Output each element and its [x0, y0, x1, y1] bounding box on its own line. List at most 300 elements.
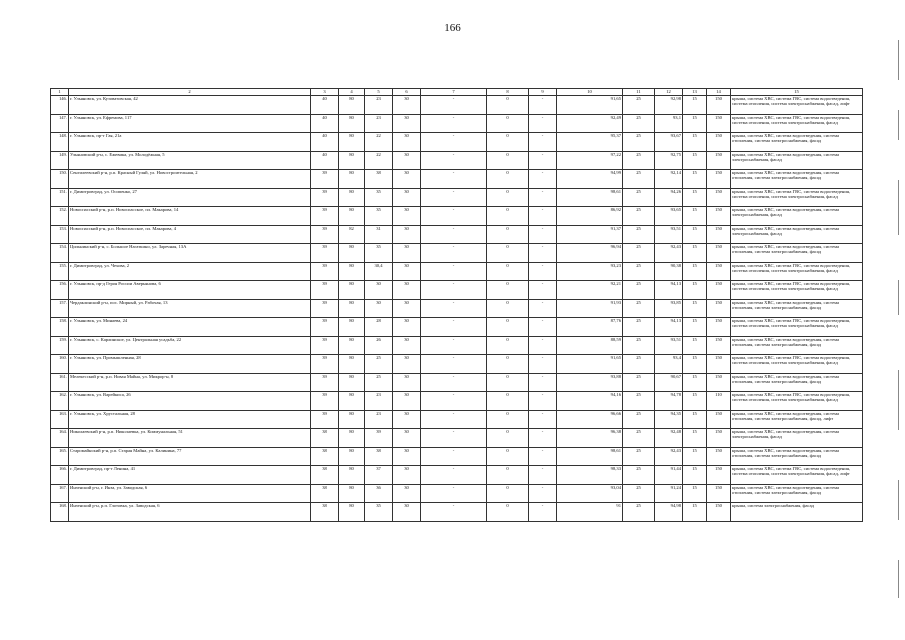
table-cell-col-7: - [421, 318, 487, 337]
table-cell-col-5: 35 [365, 244, 393, 263]
table-cell-col-7: - [421, 244, 487, 263]
column-header-2: 2 [69, 89, 311, 96]
table-cell-col-10: 92,21 [557, 281, 623, 300]
table-row [51, 133, 863, 152]
table-cell-col-4: 80 [339, 262, 365, 281]
table-cell-col-10: 98,61 [557, 447, 623, 466]
column-header-4: 4 [339, 89, 365, 96]
table-cell-col-5: 35 [365, 207, 393, 226]
table-cell-col-8: 0 [487, 429, 529, 448]
table-cell-col-15: крыша, система ХВС, система ГВС, система водоотведения, система отопления, система электроснабжения, фасад [731, 281, 863, 300]
table-cell-col-3: 39 [311, 262, 339, 281]
table-cell-col-14: 150 [707, 355, 731, 374]
table-cell-col-11: 25 [623, 299, 655, 318]
table-cell-col-15: крыша, система ХВС, система водоотведения, система электроснабжения, фасад [731, 429, 863, 448]
table-cell-col-13: 15 [683, 188, 707, 207]
table-cell-col-7: - [421, 133, 487, 152]
table-cell-col-15: крыша, система ХВС, система водоотведения, система отопления, система электроснабжения, фасад [731, 244, 863, 263]
table-cell-col-15: крыша, система ХВС, система ГВС, система водоотведения, система отопления, система электроснабжения, фасад, лифт [731, 466, 863, 485]
table-cell-col-10: 91,93 [557, 299, 623, 318]
table-cell-col-6: 30 [393, 410, 421, 429]
table-cell-col-15: крыша, система ХВС, система ГВС, система водоотведения, система отопления, система электроснабжения, фасад [731, 114, 863, 133]
table-cell-col-4: 80 [339, 336, 365, 355]
table-cell-col-2: Старомайнский р-н, р.п. Старая Майна, ул. Калинина, 77 [69, 447, 311, 466]
table-cell-col-8: 0 [487, 392, 529, 411]
table-cell-col-4: 80 [339, 133, 365, 152]
table-cell-col-11: 25 [623, 151, 655, 170]
table-cell-col-8: 0 [487, 355, 529, 374]
table-cell-col-14: 150 [707, 503, 731, 522]
table-cell-col-11: 25 [623, 225, 655, 244]
column-header-10: 10 [557, 89, 623, 96]
table-cell-col-9: - [529, 410, 557, 429]
table-cell-col-4: 80 [339, 207, 365, 226]
table-cell-col-4: 80 [339, 373, 365, 392]
table-cell-col-9: - [529, 429, 557, 448]
table-cell-col-2: г. Ульяновск, ул. Варейкиса, 26 [69, 392, 311, 411]
table-cell-col-1: 166. [51, 466, 69, 485]
table-row [51, 466, 863, 485]
table-cell-col-8: 0 [487, 373, 529, 392]
table-cell-col-9: - [529, 244, 557, 263]
table-cell-col-6: 30 [393, 207, 421, 226]
table-cell-col-14: 150 [707, 262, 731, 281]
column-header-15: 15 [731, 89, 863, 96]
table-cell-col-5: 38 [365, 447, 393, 466]
table-cell-col-12: 92,98 [655, 96, 683, 115]
table-cell-col-2: г. Ульяновск, пр-т Гая, 21а [69, 133, 311, 152]
table-cell-col-11: 25 [623, 318, 655, 337]
table-cell-col-8: 0 [487, 207, 529, 226]
table-cell-col-4: 80 [339, 410, 365, 429]
table-cell-col-10: 98,61 [557, 188, 623, 207]
table-cell-col-13: 15 [683, 355, 707, 374]
table-row [51, 503, 863, 522]
table-cell-col-10: 96,66 [557, 410, 623, 429]
table-cell-col-1: 163. [51, 410, 69, 429]
table-cell-col-5: 23 [365, 96, 393, 115]
table-cell-col-11: 25 [623, 207, 655, 226]
table-cell-col-7: - [421, 429, 487, 448]
table-cell-col-8: 0 [487, 466, 529, 485]
table-cell-col-3: 39 [311, 281, 339, 300]
table-cell-col-11: 25 [623, 114, 655, 133]
table-cell-col-12: 93,67 [655, 133, 683, 152]
table-cell-col-9: - [529, 484, 557, 503]
table-cell-col-4: 80 [339, 170, 365, 189]
table-cell-col-6: 30 [393, 96, 421, 115]
table-cell-col-9: - [529, 151, 557, 170]
table-cell-col-1: 155. [51, 262, 69, 281]
table-cell-col-1: 154. [51, 244, 69, 263]
table-cell-col-9: - [529, 281, 557, 300]
table-cell-col-3: 39 [311, 318, 339, 337]
table-cell-col-15: крыша, система электроснабжения, фасад [731, 503, 863, 522]
table-cell-col-10: 95,37 [557, 133, 623, 152]
table-cell-col-13: 15 [683, 281, 707, 300]
table-cell-col-6: 30 [393, 318, 421, 337]
table-cell-col-3: 39 [311, 355, 339, 374]
table-cell-col-13: 15 [683, 466, 707, 485]
table-cell-col-5: 30,4 [365, 262, 393, 281]
column-header-9: 9 [529, 89, 557, 96]
table-cell-col-14: 150 [707, 429, 731, 448]
table-cell-col-13: 15 [683, 410, 707, 429]
table-cell-col-4: 80 [339, 281, 365, 300]
table-cell-col-4: 80 [339, 299, 365, 318]
table-cell-col-1: 158. [51, 318, 69, 337]
table-cell-col-2: г. Димитровград, ул. Чехова, 2 [69, 262, 311, 281]
table-cell-col-4: 80 [339, 503, 365, 522]
table-cell-col-11: 25 [623, 281, 655, 300]
table-cell-col-4: 80 [339, 392, 365, 411]
table-cell-col-11: 25 [623, 244, 655, 263]
table-cell-col-5: 38 [365, 170, 393, 189]
table-cell-col-7: - [421, 392, 487, 411]
table-cell-col-3: 39 [311, 392, 339, 411]
table-cell-col-2: Ульяновский р-н, с. Ежевика, ул. Молодёжная, 5 [69, 151, 311, 170]
table-cell-col-6: 30 [393, 466, 421, 485]
table-cell-col-9: - [529, 373, 557, 392]
table-cell-col-12: 92,48 [655, 429, 683, 448]
table-cell-col-6: 30 [393, 392, 421, 411]
table-cell-col-12: 93,1 [655, 114, 683, 133]
table-row [51, 151, 863, 170]
table-cell-col-13: 15 [683, 392, 707, 411]
table-cell-col-15: крыша, система ХВС, система водоотведения, система отопления, система электроснабжения, фасад [731, 373, 863, 392]
table-cell-col-8: 0 [487, 225, 529, 244]
table-cell-col-2: г. Ульяновск, ул. Промышленная, 28 [69, 355, 311, 374]
table-cell-col-7: - [421, 262, 487, 281]
table-cell-col-5: 39 [365, 429, 393, 448]
table-cell-col-8: 0 [487, 170, 529, 189]
table-cell-col-13: 15 [683, 484, 707, 503]
table-cell-col-7: - [421, 299, 487, 318]
table-cell-col-7: - [421, 484, 487, 503]
table-cell-col-14: 150 [707, 373, 731, 392]
table-cell-col-7: - [421, 151, 487, 170]
table-cell-col-6: 30 [393, 503, 421, 522]
table-cell-col-11: 25 [623, 170, 655, 189]
table-cell-col-6: 30 [393, 225, 421, 244]
table-cell-col-1: 168. [51, 503, 69, 522]
table-cell-col-6: 30 [393, 262, 421, 281]
table-cell-col-2: Новоспасский р-н, р.п. Новоспасское, пл. Макарова, 14 [69, 207, 311, 226]
table-cell-col-2: Николаевский р-н, р.п. Николаевка, ул. Коммунальная, 51 [69, 429, 311, 448]
table-cell-col-8: 0 [487, 336, 529, 355]
table-cell-col-15: крыша, система ХВС, система водоотведения, система электроснабжения, фасад [731, 207, 863, 226]
table-row [51, 299, 863, 318]
table-cell-col-9: - [529, 503, 557, 522]
table-cell-col-15: крыша, система ХВС, система ГВС, система водоотведения, система отопления, система электроснабжения, фасад [731, 355, 863, 374]
table-cell-col-12: 93,4 [655, 355, 683, 374]
table-cell-col-7: - [421, 410, 487, 429]
table-cell-col-2: г. Димитровград, ул. Осипенко, 27 [69, 188, 311, 207]
table-cell-col-7: - [421, 336, 487, 355]
table-cell-col-6: 30 [393, 484, 421, 503]
table-cell-col-15: крыша, система ХВС, система ГВС, система водоотведения, система отопления, система электроснабжения, фасад [731, 392, 863, 411]
table-cell-col-9: - [529, 133, 557, 152]
table-cell-col-10: 96,38 [557, 429, 623, 448]
table-cell-col-8: 0 [487, 318, 529, 337]
table-cell-col-1: 160. [51, 355, 69, 374]
table-cell-col-8: 0 [487, 151, 529, 170]
table-cell-col-3: 38 [311, 466, 339, 485]
table-cell-col-1: 147. [51, 114, 69, 133]
table-cell-col-11: 25 [623, 429, 655, 448]
table-cell-col-10: 94,99 [557, 170, 623, 189]
table-cell-col-1: 146. [51, 96, 69, 115]
table-cell-col-2: Сенгилеевский р-н, р.п. Красный Гуляй, ул. Новостроительная, 2 [69, 170, 311, 189]
table-cell-col-5: 26 [365, 336, 393, 355]
table-cell-col-12: 90,38 [655, 262, 683, 281]
table-row [51, 318, 863, 337]
table-cell-col-8: 0 [487, 244, 529, 263]
table-cell-col-4: 80 [339, 114, 365, 133]
table-row [51, 410, 863, 429]
table-cell-col-6: 30 [393, 447, 421, 466]
table-cell-col-3: 39 [311, 188, 339, 207]
table-cell-col-6: 30 [393, 114, 421, 133]
header-row [51, 89, 863, 96]
table-cell-col-8: 0 [487, 410, 529, 429]
table-cell-col-13: 15 [683, 133, 707, 152]
table-cell-col-14: 150 [707, 244, 731, 263]
table-cell-col-14: 150 [707, 207, 731, 226]
table-cell-col-14: 150 [707, 281, 731, 300]
table-cell-col-15: крыша, система ХВС, система водоотведения, система отопления, система электроснабжения, фасад [731, 336, 863, 355]
table-row [51, 484, 863, 503]
table-cell-col-1: 157. [51, 299, 69, 318]
table-cell-col-4: 80 [339, 96, 365, 115]
table-cell-col-1: 150. [51, 170, 69, 189]
table-cell-col-7: - [421, 503, 487, 522]
table-cell-col-15: крыша, система ХВС, система ГВС, система водоотведения, система отопления, система электроснабжения, фасад [731, 262, 863, 281]
table-cell-col-12: 93,65 [655, 207, 683, 226]
table-row [51, 281, 863, 300]
table-cell-col-10: 91 [557, 503, 623, 522]
table-cell-col-6: 30 [393, 281, 421, 300]
table-cell-col-11: 25 [623, 447, 655, 466]
table-cell-col-8: 0 [487, 96, 529, 115]
table-cell-col-5: 25 [365, 373, 393, 392]
table-cell-col-1: 167. [51, 484, 69, 503]
table-cell-col-3: 40 [311, 114, 339, 133]
table-cell-col-8: 0 [487, 503, 529, 522]
table-cell-col-1: 159. [51, 336, 69, 355]
table-cell-col-10: 91,65 [557, 96, 623, 115]
table-cell-col-12: 92,43 [655, 447, 683, 466]
table-cell-col-1: 161. [51, 373, 69, 392]
table-cell-col-9: - [529, 114, 557, 133]
table-cell-col-5: 35 [365, 188, 393, 207]
table-cell-col-2: Мелекесский р-н, р.п. Новая Майна, ул. Микрор-н, 8 [69, 373, 311, 392]
table-cell-col-4: 80 [339, 151, 365, 170]
table-cell-col-11: 25 [623, 133, 655, 152]
table-cell-col-3: 39 [311, 170, 339, 189]
table-cell-col-8: 0 [487, 484, 529, 503]
table-cell-col-3: 39 [311, 410, 339, 429]
table-cell-col-15: крыша, система ХВС, система водоотведения, система отопления, система электроснабжения, фасад [731, 299, 863, 318]
table-cell-col-9: - [529, 225, 557, 244]
table-cell-col-2: Цильнинский р-н, с. Большое Нагаткино, ул. Заречная, 13А [69, 244, 311, 263]
table-cell-col-15: крыша, система ХВС, система ГВС, система водоотведения, система отопления, система электроснабжения, фасад [731, 188, 863, 207]
table-cell-col-8: 0 [487, 447, 529, 466]
table-cell-col-7: - [421, 170, 487, 189]
table-cell-col-12: 91,24 [655, 484, 683, 503]
table-cell-col-14: 150 [707, 170, 731, 189]
table-cell-col-2: г. Ульяновск, ул. Ефремова, 117 [69, 114, 311, 133]
table-cell-col-11: 25 [623, 373, 655, 392]
table-cell-col-12: 92,14 [655, 170, 683, 189]
table-cell-col-7: - [421, 114, 487, 133]
table-cell-col-12: 90,67 [655, 373, 683, 392]
table-cell-col-13: 15 [683, 447, 707, 466]
table-cell-col-2: г. Ульяновск, пр-д Героя России Аверьянова, 6 [69, 281, 311, 300]
table-cell-col-5: 28 [365, 318, 393, 337]
table-cell-col-4: 80 [339, 244, 365, 263]
table-cell-col-12: 94,26 [655, 188, 683, 207]
table-cell-col-14: 150 [707, 410, 731, 429]
column-header-11: 11 [623, 89, 655, 96]
table-cell-col-15: крыша, система ХВС, система водоотведения, система отопления, система электроснабжения, фасад [731, 484, 863, 503]
table-cell-col-15: крыша, система ХВС, система водоотведения, система электроснабжения, фасад [731, 225, 863, 244]
table-cell-col-8: 0 [487, 262, 529, 281]
table-cell-col-5: 23 [365, 392, 393, 411]
table-cell-col-6: 30 [393, 170, 421, 189]
table-cell-col-1: 156. [51, 281, 69, 300]
table-cell-col-5: 30 [365, 299, 393, 318]
table-row [51, 373, 863, 392]
table-cell-col-1: 149. [51, 151, 69, 170]
table-cell-col-5: 22 [365, 133, 393, 152]
table-cell-col-14: 150 [707, 133, 731, 152]
table-cell-col-2: Инзенский р-н, р.п. Глотовка, ул. Заводская, 6 [69, 503, 311, 522]
table-row [51, 447, 863, 466]
table-cell-col-5: 22 [365, 151, 393, 170]
table-cell-col-14: 150 [707, 336, 731, 355]
table-row [51, 336, 863, 355]
table-cell-col-13: 15 [683, 262, 707, 281]
table-cell-col-5: 25 [365, 355, 393, 374]
table-cell-col-4: 80 [339, 484, 365, 503]
table-row [51, 96, 863, 115]
table-cell-col-2: г. Димитровград, пр-т Ленина, 41 [69, 466, 311, 485]
table-cell-col-2: г. Ульяновск, ул. Кузоватовская, 42 [69, 96, 311, 115]
table-row [51, 429, 863, 448]
table-cell-col-12: 94,35 [655, 410, 683, 429]
table-cell-col-10: 86,92 [557, 207, 623, 226]
margin-marks [893, 40, 899, 600]
table-cell-col-11: 25 [623, 188, 655, 207]
table-cell-col-1: 148. [51, 133, 69, 152]
table-cell-col-12: 93,51 [655, 225, 683, 244]
table-cell-col-5: 37 [365, 466, 393, 485]
table-cell-col-5: 36 [365, 484, 393, 503]
table-cell-col-7: - [421, 281, 487, 300]
table-cell-col-13: 15 [683, 170, 707, 189]
table-cell-col-14: 150 [707, 114, 731, 133]
column-header-7: 7 [421, 89, 487, 96]
table-cell-col-4: 80 [339, 318, 365, 337]
table-cell-col-3: 39 [311, 244, 339, 263]
table-cell-col-6: 30 [393, 151, 421, 170]
table-cell-col-15: крыша, система ХВС, система водоотведения, система отопления, система электроснабжения, фасад [731, 170, 863, 189]
table-cell-col-11: 25 [623, 355, 655, 374]
table-cell-col-8: 0 [487, 281, 529, 300]
table-cell-col-3: 38 [311, 429, 339, 448]
page-number: 166 [444, 22, 461, 34]
column-header-3: 3 [311, 89, 339, 96]
table-cell-col-7: - [421, 188, 487, 207]
table-row [51, 207, 863, 226]
table-cell-col-12: 93,85 [655, 299, 683, 318]
table-cell-col-13: 15 [683, 429, 707, 448]
table-row [51, 244, 863, 263]
table-cell-col-10: 87,76 [557, 318, 623, 337]
table-cell-col-3: 39 [311, 299, 339, 318]
table-cell-col-9: - [529, 392, 557, 411]
table-cell-col-1: 151. [51, 188, 69, 207]
table-cell-col-6: 30 [393, 299, 421, 318]
table-cell-col-13: 15 [683, 244, 707, 263]
table-cell-col-9: - [529, 447, 557, 466]
table-cell-col-3: 40 [311, 133, 339, 152]
table-cell-col-9: - [529, 299, 557, 318]
table-cell-col-15: крыша, система ХВС, система водоотведения, система отопления, система электроснабжения, фасад [731, 133, 863, 152]
table-cell-col-4: 80 [339, 466, 365, 485]
table-cell-col-11: 25 [623, 466, 655, 485]
table-cell-col-10: 98,33 [557, 466, 623, 485]
table-cell-col-4: 80 [339, 429, 365, 448]
table-cell-col-12: 94,78 [655, 392, 683, 411]
table-cell-col-9: - [529, 96, 557, 115]
table-cell-col-13: 15 [683, 225, 707, 244]
table-cell-col-9: - [529, 466, 557, 485]
table-cell-col-10: 91,37 [557, 225, 623, 244]
registry-table [50, 88, 863, 522]
table-cell-col-10: 93,88 [557, 373, 623, 392]
table-cell-col-12: 92,75 [655, 151, 683, 170]
table-cell-col-11: 25 [623, 336, 655, 355]
table-cell-col-8: 0 [487, 299, 529, 318]
column-header-13: 13 [683, 89, 707, 96]
table-cell-col-4: 80 [339, 355, 365, 374]
table-cell-col-6: 30 [393, 244, 421, 263]
table-cell-col-2: г. Ульяновск, с. Карлинское, ул. Центральная усадьба, 22 [69, 336, 311, 355]
table-cell-col-10: 94,16 [557, 392, 623, 411]
table-cell-col-6: 30 [393, 188, 421, 207]
table-cell-col-13: 15 [683, 318, 707, 337]
table-cell-col-9: - [529, 318, 557, 337]
table-cell-col-5: 30 [365, 281, 393, 300]
table-cell-col-4: 80 [339, 188, 365, 207]
table-cell-col-13: 15 [683, 151, 707, 170]
column-header-1: 1 [51, 89, 69, 96]
table-cell-col-15: крыша, система ХВС, система ГВС, система водоотведения, система отопления, система электроснабжения, фасад, лифт [731, 96, 863, 115]
table-cell-col-15: крыша, система ХВС, система водоотведения, система электроснабжения, фасад [731, 151, 863, 170]
table-cell-col-3: 40 [311, 96, 339, 115]
table-cell-col-11: 25 [623, 392, 655, 411]
table-cell-col-14: 150 [707, 466, 731, 485]
table-cell-col-1: 153. [51, 225, 69, 244]
table-cell-col-14: 150 [707, 225, 731, 244]
table-row [51, 114, 863, 133]
table-cell-col-3: 38 [311, 503, 339, 522]
table-cell-col-15: крыша, система ХВС, система водоотведения, система отопления, система электроснабжения, фасад [731, 447, 863, 466]
table-cell-col-4: 82 [339, 225, 365, 244]
table-cell-col-14: 150 [707, 447, 731, 466]
